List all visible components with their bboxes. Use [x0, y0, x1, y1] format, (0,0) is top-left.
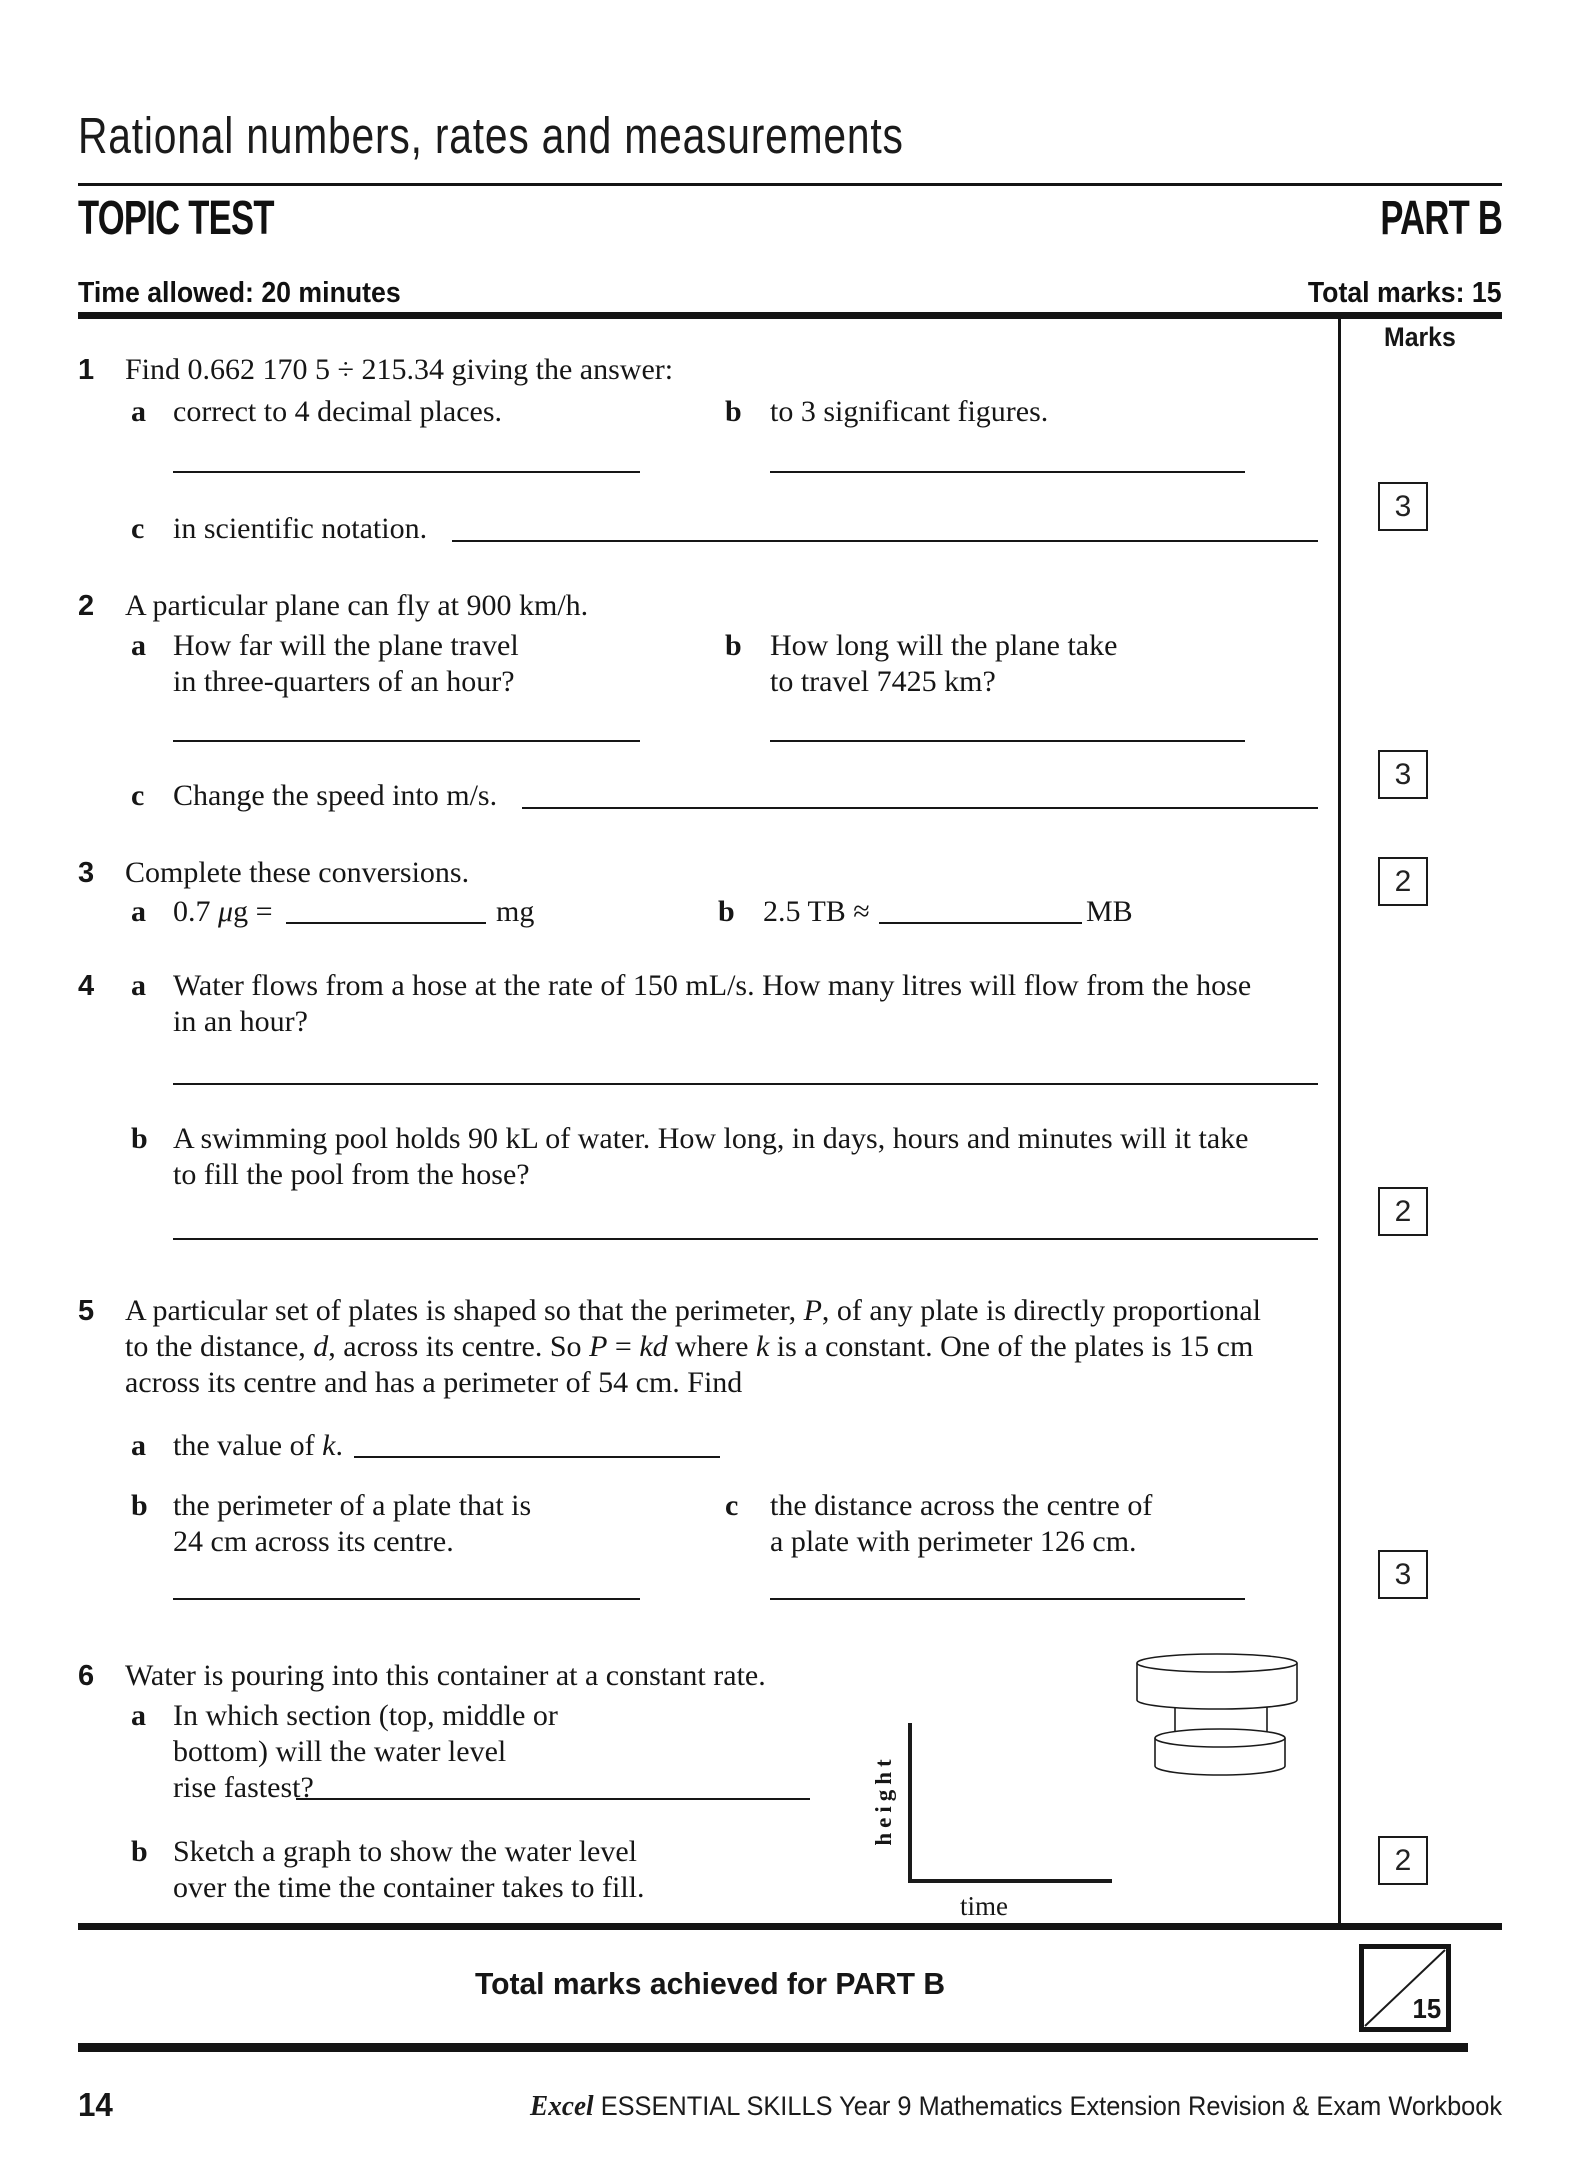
q2-number: 2 [78, 590, 95, 622]
q5-text-line1: A particular set of plates is shaped so that the perimeter, P, of any plate is directly proportional [125, 1294, 1261, 1327]
q2-part-c-label: c [131, 779, 145, 812]
q6-graph-y-label: height [871, 1754, 896, 1846]
q4-part-a-text-line2: in an hour? [173, 1005, 308, 1038]
page-title: Rational numbers, rates and measurements [78, 107, 904, 164]
q3-number: 3 [78, 857, 95, 889]
q2-answer-line-c [522, 807, 1318, 809]
time-allowed-label: Time allowed: 20 minutes [78, 277, 401, 309]
q5-part-a-text: the value of k. [173, 1429, 343, 1462]
q2-part-c-text: Change the speed into m/s. [173, 779, 498, 812]
q4-part-b-text-line2: to fill the pool from the hose? [173, 1158, 530, 1191]
q3-text: Complete these conversions. [125, 856, 470, 889]
q1-answer-line-a [173, 471, 640, 473]
q5-marks-value: 3 [1394, 1557, 1412, 1591]
q3-answer-line-b [879, 922, 1082, 924]
q5-number: 5 [78, 1295, 95, 1327]
q6-part-b-text-line1: Sketch a graph to show the water level [173, 1835, 638, 1868]
q6-part-a-text-line3: rise fastest? [173, 1771, 314, 1804]
q2-text: A particular plane can fly at 900 km/h. [125, 589, 589, 622]
q2-part-b-label: b [725, 629, 742, 662]
q2-part-a-text-line2: in three-quarters of an hour? [173, 665, 515, 698]
q6-part-b-text-line2: over the time the container takes to fill. [173, 1871, 645, 1904]
q3-part-b-unit: MB [1086, 895, 1133, 928]
q1-marks-box [1378, 482, 1428, 531]
q5-answer-line-a [354, 1456, 720, 1458]
q1-part-b-text: to 3 significant figures. [770, 395, 1049, 428]
q6-text: Water is pouring into this container at a constant rate. [125, 1659, 766, 1692]
q5-part-b-label: b [131, 1489, 148, 1522]
footer-book-title [530, 2090, 1502, 2123]
total-marks-label: Total marks: 15 [1308, 277, 1502, 309]
marks-column-header: Marks [1384, 322, 1456, 352]
q4-part-a-text-line1: Water flows from a hose at the rate of 150 mL/s. How many litres will flow from the hose [173, 969, 1252, 1002]
q1-number: 1 [78, 354, 95, 386]
q1-part-a-label: a [131, 395, 146, 428]
q6-part-a-text-line1: In which section (top, middle or [173, 1699, 558, 1732]
q3-part-b-label: b [718, 895, 735, 928]
q3-marks-box [1378, 857, 1428, 906]
q3-part-a-label: a [131, 895, 146, 928]
q2-part-a-label: a [131, 629, 146, 662]
q5-answer-line-b [173, 1598, 640, 1600]
title-divider [78, 183, 1502, 186]
q5-answer-line-c [770, 1598, 1245, 1600]
q3-answer-line-a [286, 922, 486, 924]
q2-part-b-text-line2: to travel 7425 km? [770, 665, 996, 698]
container-bottom-top-ellipse [1155, 1729, 1285, 1747]
q2-marks-value: 3 [1394, 757, 1412, 791]
q4-answer-line-a [173, 1083, 1318, 1085]
q2-marks-box [1378, 750, 1428, 799]
q4-marks-box [1378, 1187, 1428, 1236]
q5-text-line3: across its centre and has a perimeter of 54 cm. Find [125, 1366, 743, 1399]
marks-table-bottom-divider [78, 1923, 1502, 1930]
q4-answer-line-b [173, 1238, 1318, 1240]
total-marks-box [1359, 1944, 1451, 2032]
q4-part-b-text-line1: A swimming pool holds 90 kL of water. How long, in days, hours and minutes will it take [173, 1122, 1249, 1155]
q3-part-b-prefix: 2.5 TB ≈ [763, 895, 870, 928]
q6-container-figure [1115, 1650, 1300, 1778]
q1-part-c-label: c [131, 512, 145, 545]
q5-part-c-text-line1: the distance across the centre of [770, 1489, 1153, 1522]
total-box-value: 15 [1412, 1993, 1441, 2024]
q3-part-a-prefix: 0.7 μg = [173, 895, 273, 928]
q6-graph-y-axis [908, 1723, 912, 1883]
q6-marks-box [1378, 1836, 1428, 1885]
page-bottom-divider [78, 2043, 1468, 2052]
q4-marks-value: 2 [1394, 1194, 1412, 1228]
q6-graph-x-axis [908, 1879, 1112, 1883]
q5-text-line2: to the distance, d, across its centre. So P = kd where k is a constant. One of the plates is 15 cm [125, 1330, 1254, 1363]
q1-marks-value: 3 [1394, 489, 1412, 523]
header-divider-thick [78, 312, 1502, 319]
total-achieved-label: Total marks achieved for PART B [474, 1966, 946, 2001]
container-top-ellipse [1137, 1654, 1297, 1672]
q5-part-c-label: c [725, 1489, 739, 1522]
q6-part-b-label: b [131, 1835, 148, 1868]
marks-column-divider [1338, 312, 1341, 1930]
q1-answer-line-b [770, 471, 1245, 473]
q5-part-b-text-line2: 24 cm across its centre. [173, 1525, 454, 1558]
q6-marks-value: 2 [1394, 1843, 1412, 1877]
q6-part-a-text-line2: bottom) will the water level [173, 1735, 507, 1768]
part-b-heading: PART B [1380, 192, 1502, 245]
q5-marks-box [1378, 1550, 1428, 1599]
q6-answer-line-a [296, 1798, 810, 1800]
footer-brand: Excel [529, 2090, 594, 2122]
footer-page-number: 14 [78, 2086, 113, 2123]
q1-part-c-text: in scientific notation. [173, 512, 428, 545]
q5-part-b-text-line1: the perimeter of a plate that is [173, 1489, 532, 1522]
q1-part-a-text: correct to 4 decimal places. [173, 395, 503, 428]
q3-part-a-unit: mg [496, 895, 535, 928]
q1-text: Find 0.662 170 5 ÷ 215.34 giving the answer: [125, 353, 674, 386]
q5-part-c-text-line2: a plate with perimeter 126 cm. [770, 1525, 1137, 1558]
q2-part-b-text-line1: How long will the plane take [770, 629, 1118, 662]
q2-part-a-text-line1: How far will the plane travel [173, 629, 519, 662]
q6-graph-x-label: time [960, 1891, 1008, 1921]
q5-part-a-label: a [131, 1429, 146, 1462]
footer-book-title-text: ESSENTIAL SKILLS Year 9 Mathematics Extension Revision & Exam Workbook [593, 2091, 1502, 2121]
q2-answer-line-a [173, 740, 640, 742]
q4-part-a-label: a [131, 969, 146, 1002]
q4-part-b-label: b [131, 1122, 148, 1155]
topic-test-heading: TOPIC TEST [78, 192, 274, 245]
q1-part-b-label: b [725, 395, 742, 428]
q2-answer-line-b [770, 740, 1245, 742]
q4-number: 4 [78, 970, 95, 1002]
q6-part-a-label: a [131, 1699, 146, 1732]
q1-answer-line-c [452, 540, 1318, 542]
q3-marks-value: 2 [1394, 864, 1412, 898]
q6-number: 6 [78, 1660, 95, 1692]
